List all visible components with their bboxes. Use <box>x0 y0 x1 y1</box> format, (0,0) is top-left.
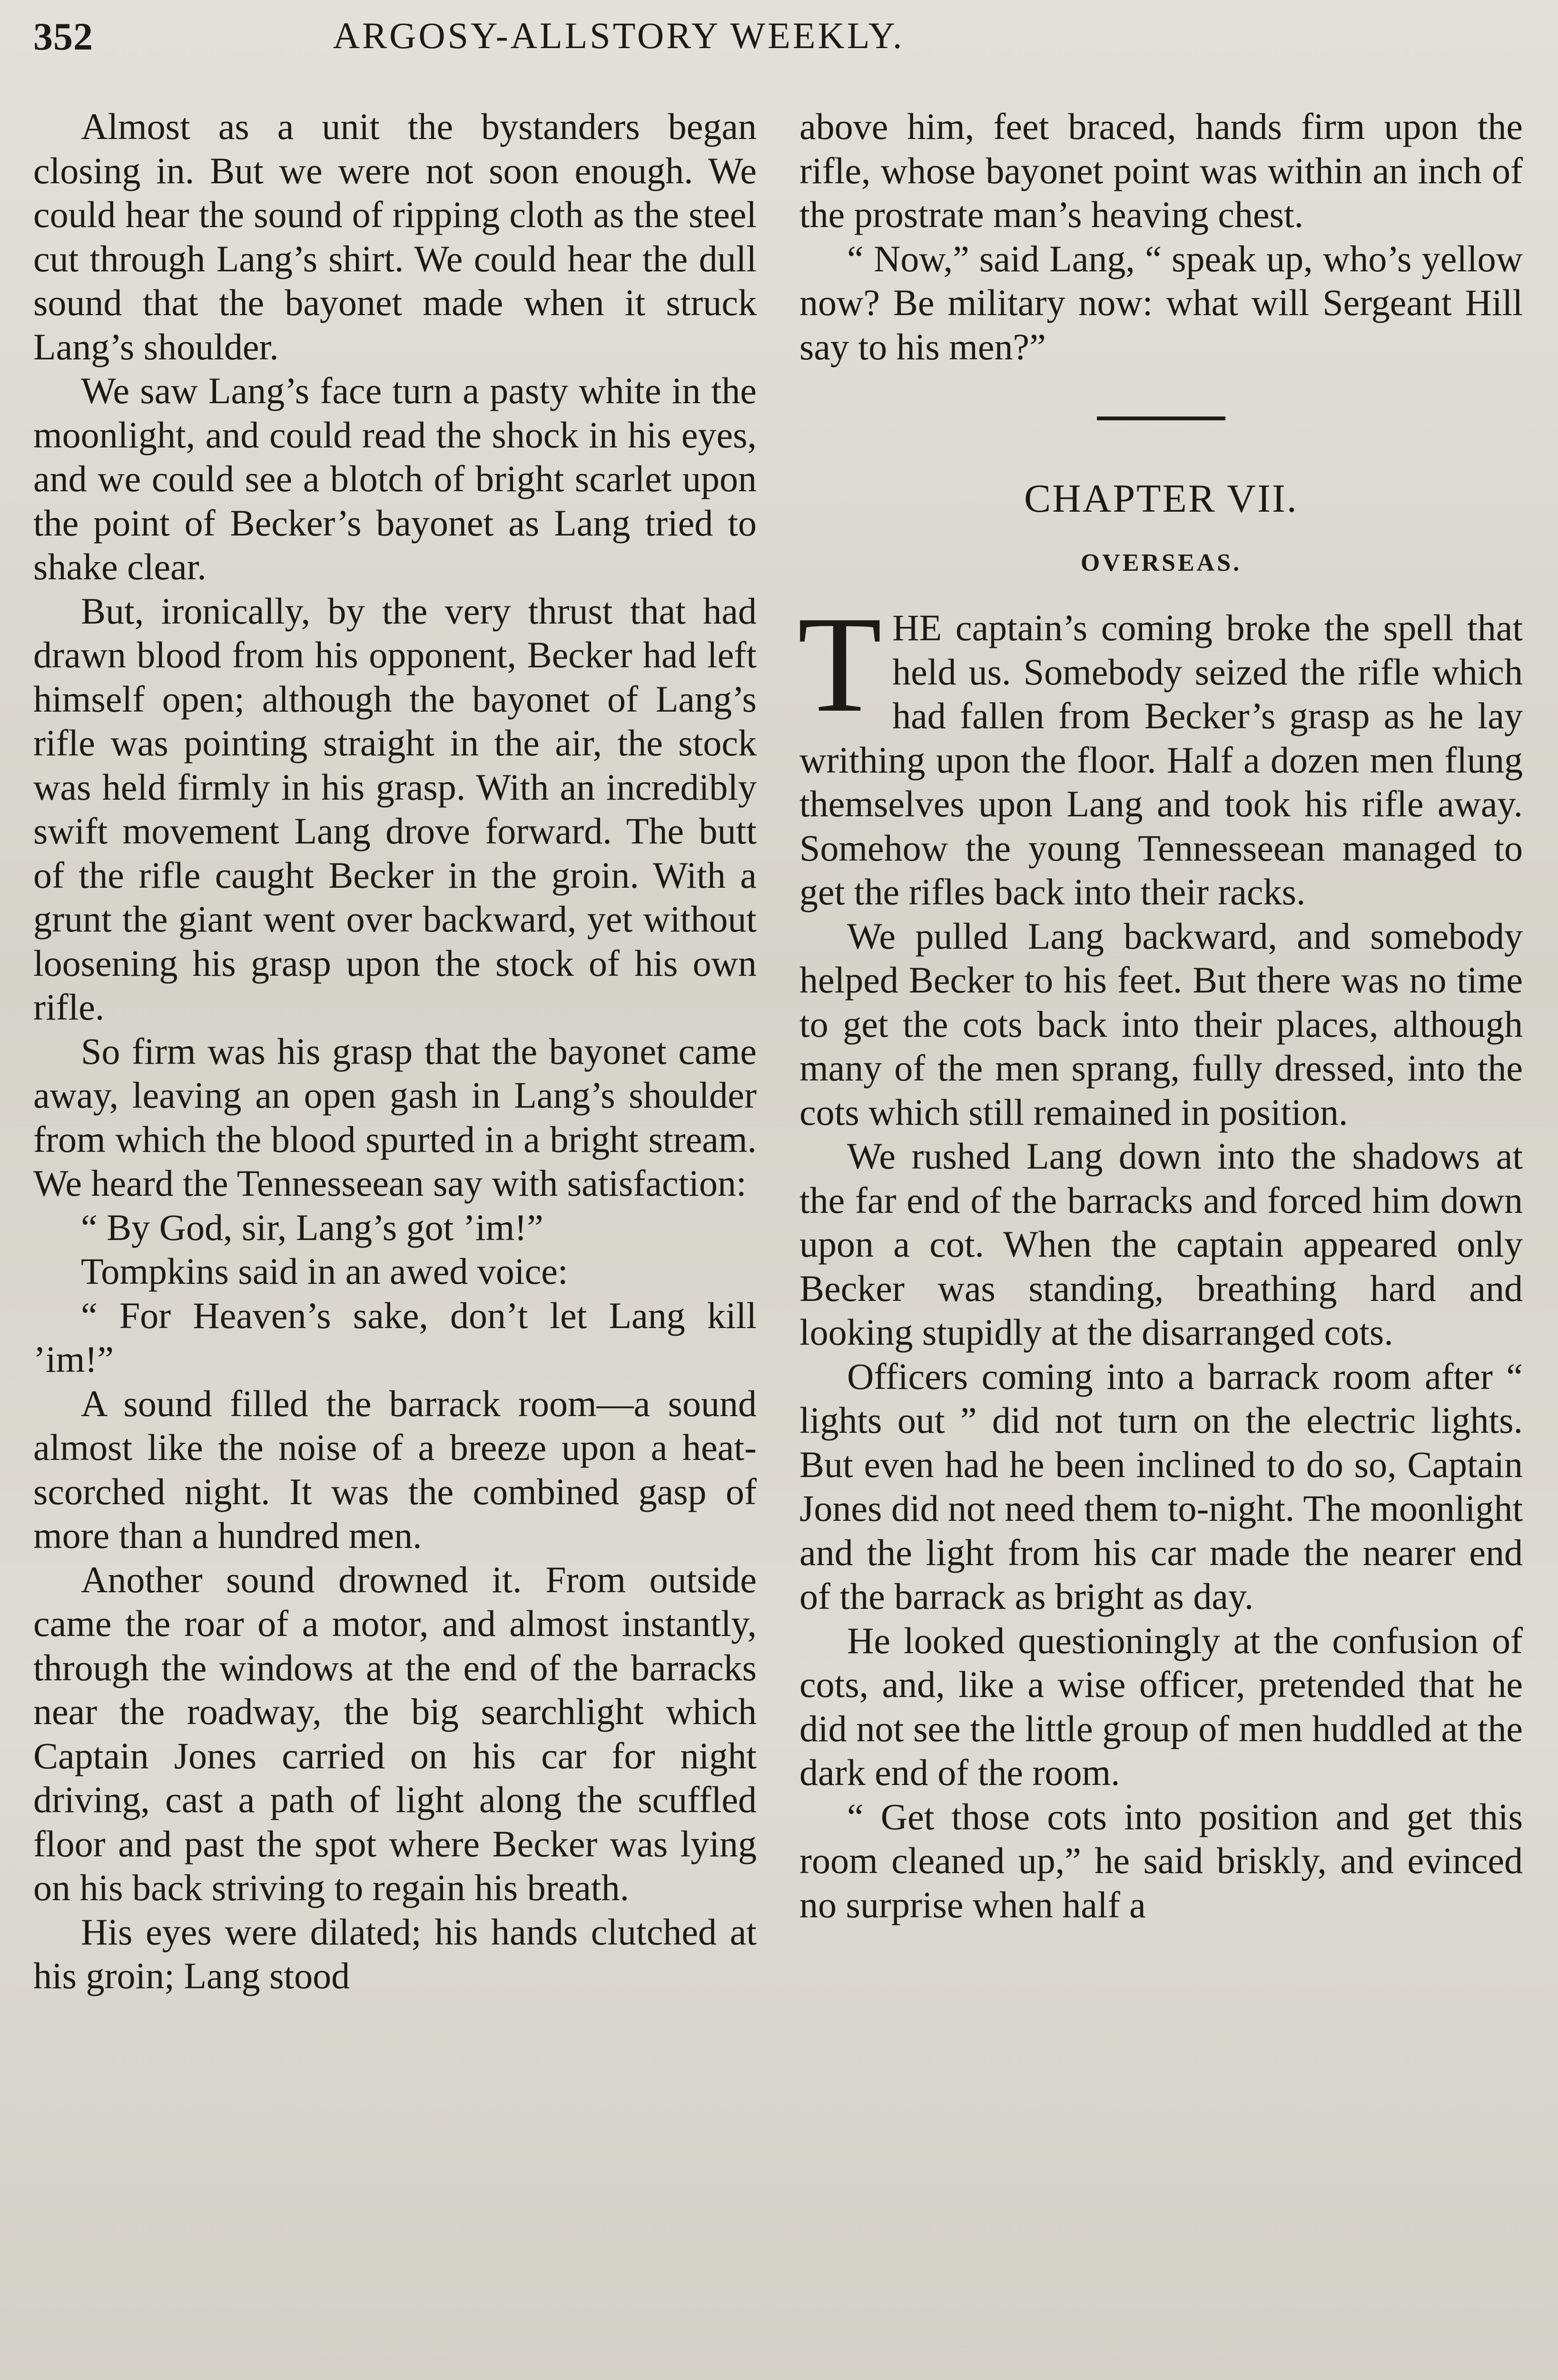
paragraph: “ For Heaven’s sake, don’t let Lang kill ’im!” <box>33 1294 757 1380</box>
chapter-opening-paragraph <box>798 588 1523 914</box>
magazine-page <box>33 10 1528 2380</box>
paragraph: Officers coming into a barrack room after “ lights out ” did not turn on the electric lights. But even had he been inclined to do so, Captain Jones did not need them to-night. The moonlight and the light from his car made the nearer end of the barrack as bright as day. <box>799 1355 1523 1617</box>
section-divider <box>1097 416 1225 420</box>
left-column <box>33 105 757 1998</box>
paragraph: His eyes were dilated; his hands clutched at his groin; Lang stood <box>33 1911 757 1996</box>
page-number: 352 <box>33 15 93 58</box>
paragraph: We rushed Lang down into the shadows at the far end of the barracks and forced him down upon a cot. When the captain appeared only Becker was standing, breathing hard and looking stupidly at the disarranged cots. <box>799 1135 1523 1353</box>
chapter-title: CHAPTER VII. <box>1024 476 1298 521</box>
opening-text: HE captain’s coming broke the spell that held us. Somebody seized the rifle which had fallen from Becker’s grasp as he lay writhing upon the floor. Half a dozen men flung themselves upon Lang and took his rifle away. Somehow the young Tennesseean managed to get the rifles back into their racks. <box>799 607 1523 912</box>
paragraph: We saw Lang’s face turn a pasty white in the moonlight, and could read the shock in his eyes, and we could see a blotch of bright scarlet upon the point of Becker’s bayonet as Lang tried to shake clear. <box>33 370 757 587</box>
paragraph: “ Get those cots into position and get this room cleaned up,” he said briskly, and evinced no surprise when half a <box>799 1795 1523 1925</box>
paragraph: “ Now,” said Lang, “ speak up, who’s yellow now? Be military now: what will Sergeant Hill say to his men?” <box>799 238 1523 367</box>
paragraph: But, ironically, by the very thrust that had drawn blood from his opponent, Becker had left himself open; although the bayonet of Lang’s rifle was pointing straight in the air, the stock was held firmly in his grasp. With an incredibly swift movement Lang drove forward. The butt of the rifle caught Becker in the groin. With a grunt the giant went over backward, yet without loosening his grasp upon the stock of his own rifle. <box>33 590 757 1028</box>
paragraph: He looked questioningly at the confusion of cots, and, like a wise officer, pretended that he did not see the little group of men huddled at the dark end of the room. <box>799 1619 1523 1793</box>
paragraph: A sound filled the barrack room—a sound almost like the noise of a breeze upon a heat-scorched night. It was the combined gasp of more than a hundred men. <box>33 1382 757 1556</box>
running-head: ARGOSY-ALLSTORY WEEKLY. <box>333 15 905 56</box>
continued-paragraph: above him, feet braced, hands firm upon the rifle, whose bayonet point was within an inch of the prostrate man’s heaving chest. <box>799 106 1523 235</box>
paragraph: Tompkins said in an awed voice: <box>81 1250 568 1292</box>
right-column <box>799 105 1523 1927</box>
paragraph: So firm was his grasp that the bayonet came away, leaving an open gash in Lang’s shoulder from which the blood spurted in a bright stream. We heard the Tennesseean say with satisfaction: <box>33 1030 757 1204</box>
paragraph: “ By God, sir, Lang’s got ’im!” <box>81 1206 543 1248</box>
page-header <box>33 14 1528 71</box>
drop-cap: T <box>798 588 882 741</box>
paragraph: Almost as a unit the bystanders began closing in. But we were not soon enough. We could hear the sound of ripping cloth as the steel cut through Lang’s shirt. We could hear the dull sound that the bayonet made when it struck Lang’s shoulder. <box>33 106 757 367</box>
chapter-subtitle: OVERSEAS. <box>1080 549 1242 576</box>
paragraph: Another sound drowned it. From outside came the roar of a motor, and almost instantly, through the windows at the end of the barracks near the roadway, the big searchlight which Captain Jones carried on his car for night driving, cast a path of light along the scuffled floor and past the spot where Becker was lying on his back striving to regain his breath. <box>33 1558 757 1908</box>
paragraph: We pulled Lang backward, and somebody helped Becker to his feet. But there was no time to get the cots back into their places, although many of the men sprang, fully dressed, into the cots which still remained in position. <box>799 915 1523 1133</box>
